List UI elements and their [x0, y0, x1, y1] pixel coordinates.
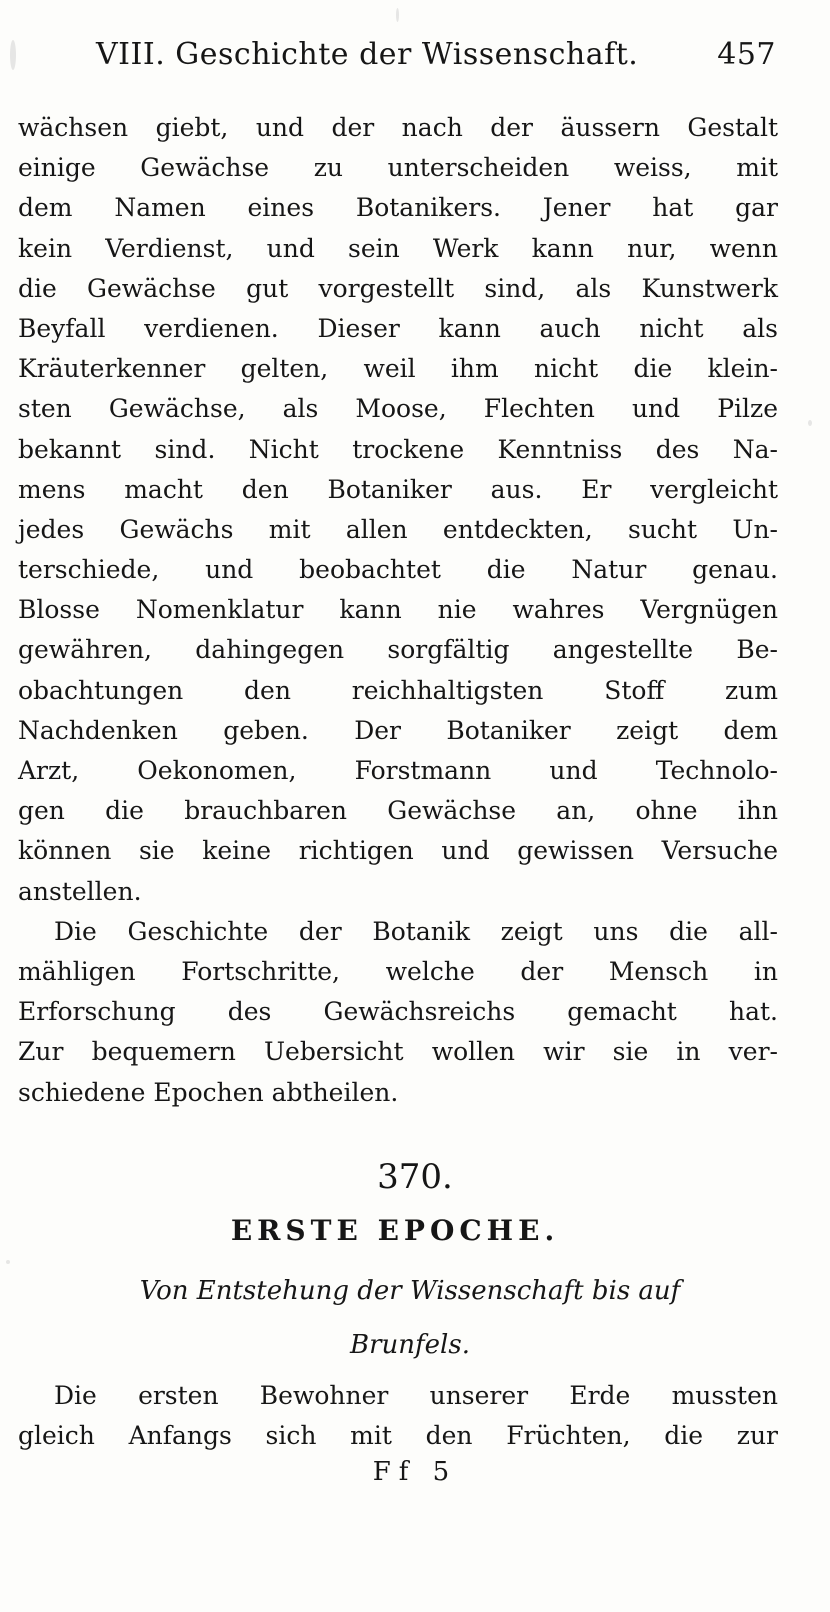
text-line: Nachdenken geben. Der Botaniker zeigt dem [18, 715, 778, 745]
running-head [96, 30, 776, 80]
page-number: 457 [717, 37, 776, 72]
text-line: gewähren, dahingegen sorgfältig angestellte Be- [18, 635, 778, 665]
text-line: obachtungen den reichhaltigsten Stoff zum [18, 675, 778, 705]
text-line: dem Namen eines Botanikers. Jener hat gar [18, 193, 778, 223]
text-line: terschiede, und beobachtet die Natur genau. [18, 555, 778, 585]
text-line: schiedene Epochen abtheilen. [18, 1077, 399, 1107]
text-line: mens macht den Botaniker aus. Er vergleicht [18, 474, 778, 504]
text-line: Die ersten Bewohner unserer Erde mussten [54, 1381, 778, 1410]
paper-speck [6, 1260, 10, 1264]
text-line: Blosse Nomenklatur kann nie wahres Vergnügen [18, 595, 778, 625]
text-line: Beyfall verdienen. Dieser kann auch nicht als [18, 313, 778, 343]
text-line: Erforschung des Gewächsreichs gemacht hat. [18, 997, 778, 1027]
running-head-title: VIII. Geschichte der Wissenschaft. [96, 37, 639, 72]
section-heading: ERSTE EPOCHE. [230, 1214, 560, 1247]
text-line: bekannt sind. Nicht trockene Kenntniss des Na- [18, 434, 778, 464]
paper-speck [396, 8, 399, 22]
paper-speck [808, 420, 812, 426]
section-subtitle [60, 1264, 760, 1372]
text-line: kein Verdienst, und sein Werk kann nur, wenn [18, 233, 778, 263]
text-line: jedes Gewächs mit allen entdeckten, sucht Un- [18, 514, 778, 544]
signature-mark: Ff 5 [372, 1457, 458, 1487]
subtitle-line: Von Entstehung der Wissenschaft bis auf [139, 1276, 681, 1306]
text-line: gen die brauchbaren Gewächse an, ohne ihn [18, 796, 778, 826]
text-line: können sie keine richtigen und gewissen Versuche [18, 836, 778, 866]
text-line: Zur bequemern Uebersicht wollen wir sie in ver- [18, 1037, 778, 1067]
text-line: sten Gewächse, als Moose, Flechten und Pilze [18, 394, 778, 424]
subtitle-line: Brunfels. [350, 1330, 470, 1360]
section-number: 370. [377, 1157, 453, 1197]
text-line: mähligen Fortschritte, welche der Mensch in [18, 956, 778, 986]
text-line: Kräuterkenner gelten, weil ihm nicht die klein- [18, 354, 778, 384]
text-line: Die Geschichte der Botanik zeigt uns die all- [54, 916, 778, 946]
text-line: einige Gewächse zu unterscheiden weiss, mit [18, 153, 778, 183]
text-line: die Gewächse gut vorgestellt sind, als Kunstwerk [18, 273, 778, 303]
paper-speck [10, 40, 16, 70]
text-line: gleich Anfangs sich mit den Früchten, die zur [18, 1421, 778, 1451]
text-line: anstellen. [18, 876, 142, 906]
paragraph-1 [18, 108, 778, 1113]
text-line: Arzt, Oekonomen, Forstmann und Technolo- [18, 756, 778, 785]
text-line: wächsen giebt, und der nach der äussern Gestalt [18, 113, 778, 142]
paragraph-3 [18, 1376, 778, 1456]
